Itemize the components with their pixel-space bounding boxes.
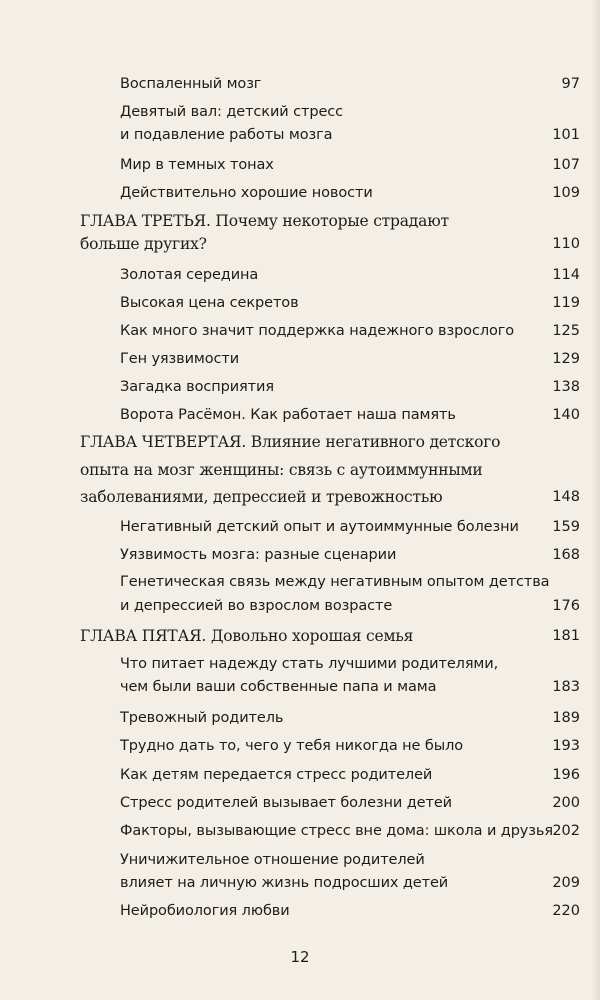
section-title-line: Как детям передается стресс родителей — [120, 767, 433, 783]
toc-page-number: 209 — [552, 875, 580, 891]
section-title-line: Трудно дать то, чего у тебя никогда не было — [120, 738, 464, 754]
toc-page-number: 183 — [552, 679, 580, 695]
section-title-line: Как много значит поддержка надежного взрослого — [120, 323, 515, 339]
section-title-line: Воспаленный мозг — [120, 76, 262, 92]
toc-page-number: 138 — [552, 379, 580, 395]
page-edge-shadow — [592, 0, 600, 1000]
chapter-title-line: ГЛАВА ТРЕТЬЯ. Почему некоторые страдают — [80, 212, 449, 230]
toc-page-number: 125 — [552, 323, 580, 339]
section-title-line: Ворота Расёмон. Как работает наша память — [120, 407, 456, 423]
section-title-line: Ген уязвимости — [120, 351, 240, 367]
section-title-line: Уничижительное отношение родителей — [120, 852, 425, 868]
toc-page-number: 189 — [552, 710, 580, 726]
section-title-line: Мир в темных тонах — [120, 157, 274, 173]
toc-page-number: 202 — [552, 823, 580, 839]
toc-page-number: 107 — [552, 157, 580, 173]
section-title-line: и депрессией во взрослом возрасте — [120, 598, 393, 614]
toc-page-number: 200 — [552, 795, 580, 811]
section-title-line: Что питает надежду стать лучшими родителями, — [120, 656, 499, 672]
section-title-line: Действительно хорошие новости — [120, 185, 373, 201]
section-title-line: Стресс родителей вызывает болезни детей — [120, 795, 452, 811]
toc-page-number: 181 — [552, 628, 580, 644]
section-title-line: Уязвимость мозга: разные сценарии — [120, 547, 397, 563]
page-number: 12 — [290, 948, 310, 966]
section-title-line: Генетическая связь между негативным опытом детства — [120, 574, 550, 590]
section-title-line: Нейробиология любви — [120, 903, 290, 919]
toc-page-number: 97 — [561, 76, 580, 92]
chapter-title-line: ГЛАВА ЧЕТВЕРТАЯ. Влияние негативного детского — [80, 433, 501, 451]
toc-page-number: 196 — [552, 767, 580, 783]
chapter-title-line: заболеваниями, депрессией и тревожностью — [80, 488, 443, 506]
toc-page-number: 193 — [552, 738, 580, 754]
toc-page-number: 129 — [552, 351, 580, 367]
toc-page-number: 109 — [552, 185, 580, 201]
toc-page-number: 220 — [552, 903, 580, 919]
section-title-line: влияет на личную жизнь подросших детей — [120, 875, 449, 891]
toc-page-number: 119 — [552, 295, 580, 311]
chapter-title-line: ГЛАВА ПЯТАЯ. Довольно хорошая семья — [80, 627, 414, 645]
section-title-line: Тревожный родитель — [120, 710, 284, 726]
toc-page-number: 168 — [552, 547, 580, 563]
toc-page-number: 101 — [552, 127, 580, 143]
section-title-line: Загадка восприятия — [120, 379, 274, 395]
toc-page-number: 110 — [552, 236, 580, 252]
toc-page-number: 140 — [552, 407, 580, 423]
toc-page-number: 148 — [552, 489, 580, 505]
toc-page-number: 114 — [552, 267, 580, 283]
chapter-title-line: опыта на мозг женщины: связь с аутоиммунными — [80, 461, 483, 479]
section-title-line: Негативный детский опыт и аутоиммунные болезни — [120, 519, 519, 535]
section-title-line: и подавление работы мозга — [120, 127, 333, 143]
section-title-line: Высокая цена секретов — [120, 295, 299, 311]
section-title-line: Золотая середина — [120, 267, 259, 283]
chapter-title-line: больше других? — [80, 235, 207, 253]
toc-page-number: 159 — [552, 519, 580, 535]
toc-page-number: 176 — [552, 598, 580, 614]
section-title-line: чем были ваши собственные папа и мама — [120, 679, 437, 695]
section-title-line: Девятый вал: детский стресс — [120, 104, 344, 120]
section-title-line: Факторы, вызывающие стресс вне дома: школа и друзья — [120, 823, 553, 839]
